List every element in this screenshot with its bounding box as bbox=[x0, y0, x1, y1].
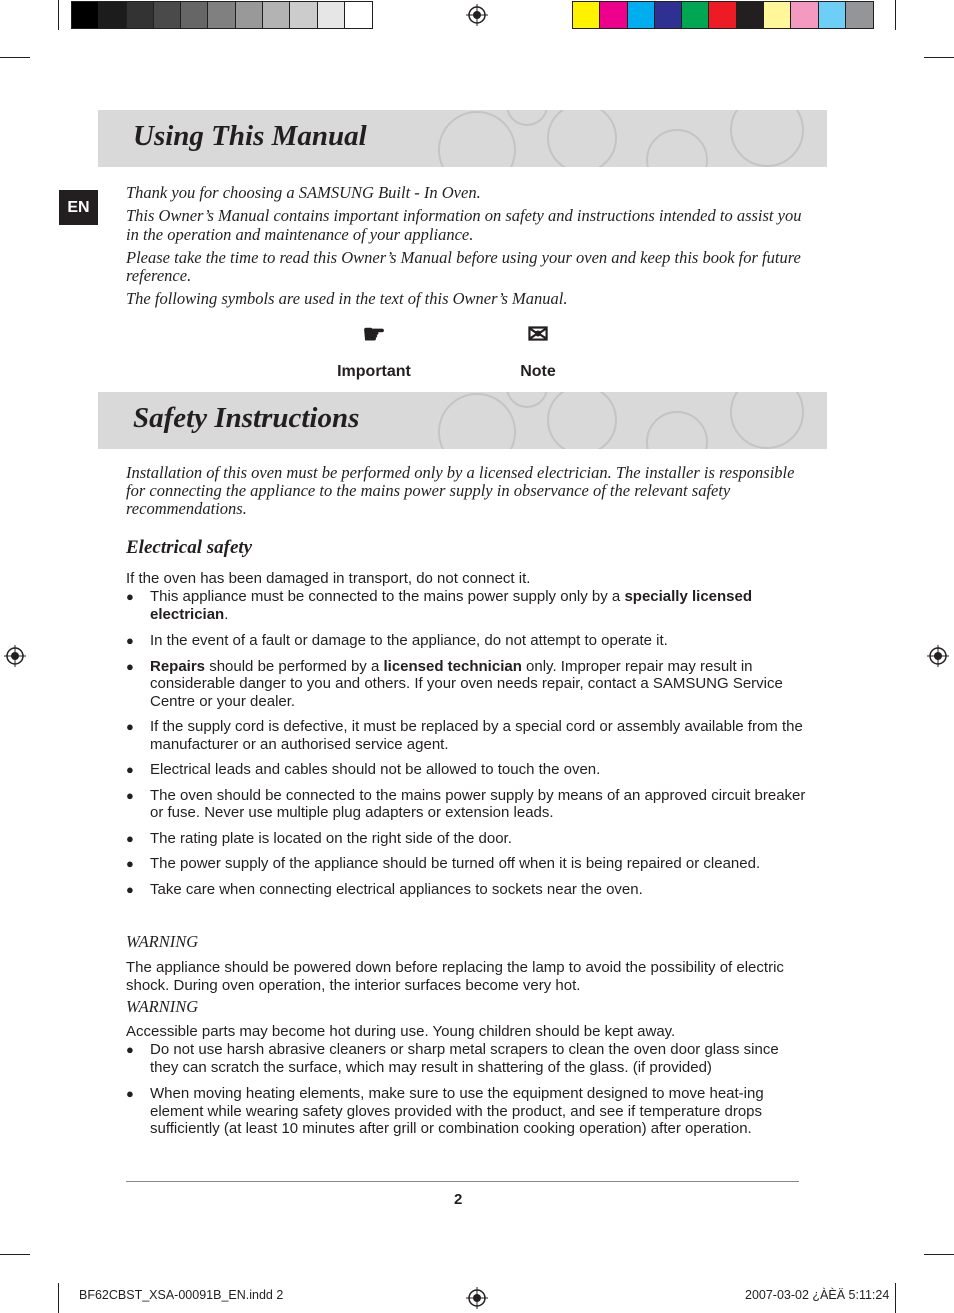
crop-mark bbox=[58, 0, 59, 30]
warning-label: WARNING bbox=[126, 932, 199, 951]
color-swatch bbox=[791, 2, 818, 28]
electrical-safety-heading: Electrical safety bbox=[126, 537, 253, 558]
color-swatch bbox=[600, 2, 627, 28]
list-item: ● The rating plate is located on the right side of the door. bbox=[126, 829, 512, 847]
pointing-hand-icon: ☛ bbox=[362, 319, 386, 349]
color-swatch bbox=[181, 2, 208, 28]
process-color-bar bbox=[572, 1, 874, 29]
intro-paragraph: Thank you for choosing a SAMSUNG Built - In Oven. bbox=[126, 183, 481, 202]
installation-note: Installation of this oven must be performed only by a licensed electrician. The installer is responsible for connecting the appliance to the mains power supply in observance of the relevant safety recommendations. bbox=[126, 463, 795, 518]
safety-bullet-list bbox=[126, 588, 806, 898]
list-item: ● If the supply cord is defective, it must be replaced by a special cord or assembly available from the manufacturer or an authorised service agent. bbox=[126, 718, 803, 753]
crop-mark bbox=[0, 1254, 30, 1255]
color-swatch bbox=[318, 2, 345, 28]
list-item: ● This appliance must be connected to the mains power supply only by a specially licensed electrician. bbox=[126, 588, 753, 623]
bullet-icon: ● bbox=[126, 1086, 134, 1101]
color-swatch bbox=[263, 2, 290, 28]
bullet-icon: ● bbox=[126, 658, 134, 674]
important-label: Important bbox=[337, 363, 411, 380]
bullet-icon: ● bbox=[126, 856, 134, 871]
list-item: ● When moving heating elements, make sure to use the equipment designed to move heat-ing element while wearing safety gloves provided with the product, and see if temperature drops sufficiently (at least 10 minutes after grill or combination cooking operation) after operation. bbox=[126, 1085, 764, 1137]
bullet-icon: ● bbox=[126, 633, 134, 648]
list-item: ● In the event of a fault or damage to the appliance, do not attempt to operate it. bbox=[126, 632, 668, 649]
color-swatch bbox=[682, 2, 709, 28]
section-header-using-manual bbox=[98, 110, 827, 167]
warning-text: The appliance should be powered down before replacing the lamp to avoid the possibility of electric shock. During oven operation, the interior surfaces become very hot. bbox=[126, 959, 784, 994]
color-swatch bbox=[573, 2, 600, 28]
intro-text bbox=[126, 184, 806, 313]
warning-label: WARNING bbox=[126, 997, 199, 1016]
cleaning-bullet-list bbox=[126, 1041, 806, 1138]
bullet-icon: ● bbox=[126, 719, 134, 734]
registration-mark-icon bbox=[4, 645, 26, 667]
bullet-icon: ● bbox=[126, 762, 134, 777]
list-item: ● The oven should be connected to the mains power supply by means of an approved circuit breaker or fuse. Never use multiple plug adapters or extension leads. bbox=[126, 786, 806, 821]
slug-filename: BF62CBST_XSA-00091B_EN.indd 2 bbox=[79, 1288, 284, 1302]
note-envelope-icon: ✉ bbox=[527, 319, 549, 349]
slug-timestamp: 2007-03-02 ¿ÀÈÄ 5:11:24 bbox=[745, 1288, 890, 1302]
crop-mark bbox=[924, 1254, 954, 1255]
list-item: ● Repairs should be performed by a licensed technician only. Improper repair may result in considerable danger to you and others. If your oven needs repair, contact a SAMSUNG Service Centre or your dealer. bbox=[126, 657, 783, 710]
list-item: ● The power supply of the appliance should be turned off when it is being repaired or cleaned. bbox=[126, 855, 761, 872]
registration-mark-icon bbox=[466, 4, 488, 26]
language-tab: EN bbox=[59, 190, 98, 225]
warning-text: Accessible parts may become hot during use. Young children should be kept away. bbox=[126, 1023, 676, 1040]
color-swatch bbox=[236, 2, 263, 28]
page-number: 2 bbox=[454, 1191, 463, 1208]
intro-paragraph: Please take the time to read this Owner’s Manual before using your oven and keep this book for future reference. bbox=[126, 247, 801, 285]
footer-rule bbox=[126, 1181, 799, 1182]
section-title: Using This Manual bbox=[133, 120, 367, 152]
color-swatch bbox=[846, 2, 873, 28]
intro-paragraph: This Owner’s Manual contains important information on safety and instructions intended to assist you in the operation and maintenance of your appliance. bbox=[126, 206, 802, 244]
bullet-icon: ● bbox=[126, 830, 134, 846]
color-swatch bbox=[154, 2, 181, 28]
color-swatch bbox=[208, 2, 235, 28]
grayscale-color-bar bbox=[71, 1, 373, 29]
tomato-pattern-decoration bbox=[407, 110, 827, 167]
list-item: ● Do not use harsh abrasive cleaners or sharp metal scrapers to clean the oven door glass since they can scratch the surface, which may result in shattering of the glass. (if provided) bbox=[126, 1041, 779, 1076]
bullet-icon: ● bbox=[126, 589, 134, 604]
color-swatch bbox=[99, 2, 126, 28]
section-header-safety bbox=[98, 392, 827, 449]
color-swatch bbox=[709, 2, 736, 28]
crop-mark bbox=[0, 57, 30, 58]
crop-mark bbox=[895, 1283, 896, 1313]
crop-mark bbox=[58, 1283, 59, 1313]
registration-mark-icon bbox=[927, 645, 949, 667]
bullet-icon: ● bbox=[126, 881, 134, 897]
lead-text: If the oven has been damaged in transport, do not connect it. bbox=[126, 570, 531, 587]
color-swatch bbox=[628, 2, 655, 28]
important-symbol bbox=[330, 320, 418, 381]
section-title: Safety Instructions bbox=[133, 402, 360, 434]
intro-paragraph: The following symbols are used in the text of this Owner’s Manual. bbox=[126, 289, 568, 308]
registration-mark-icon bbox=[466, 1287, 488, 1309]
list-item: ● Electrical leads and cables should not be allowed to touch the oven. bbox=[126, 761, 601, 778]
crop-mark bbox=[895, 0, 896, 30]
bullet-icon: ● bbox=[126, 787, 134, 803]
note-symbol bbox=[508, 320, 568, 381]
color-swatch bbox=[819, 2, 846, 28]
note-label: Note bbox=[520, 363, 556, 380]
bullet-icon: ● bbox=[126, 1042, 134, 1057]
color-swatch bbox=[345, 2, 372, 28]
color-swatch bbox=[737, 2, 764, 28]
color-swatch bbox=[655, 2, 682, 28]
crop-mark bbox=[924, 57, 954, 58]
list-item: ● Take care when connecting electrical appliances to sockets near the oven. bbox=[126, 880, 643, 898]
color-swatch bbox=[290, 2, 317, 28]
color-swatch bbox=[127, 2, 154, 28]
color-swatch bbox=[764, 2, 791, 28]
color-swatch bbox=[72, 2, 99, 28]
tomato-pattern-decoration bbox=[407, 392, 827, 449]
